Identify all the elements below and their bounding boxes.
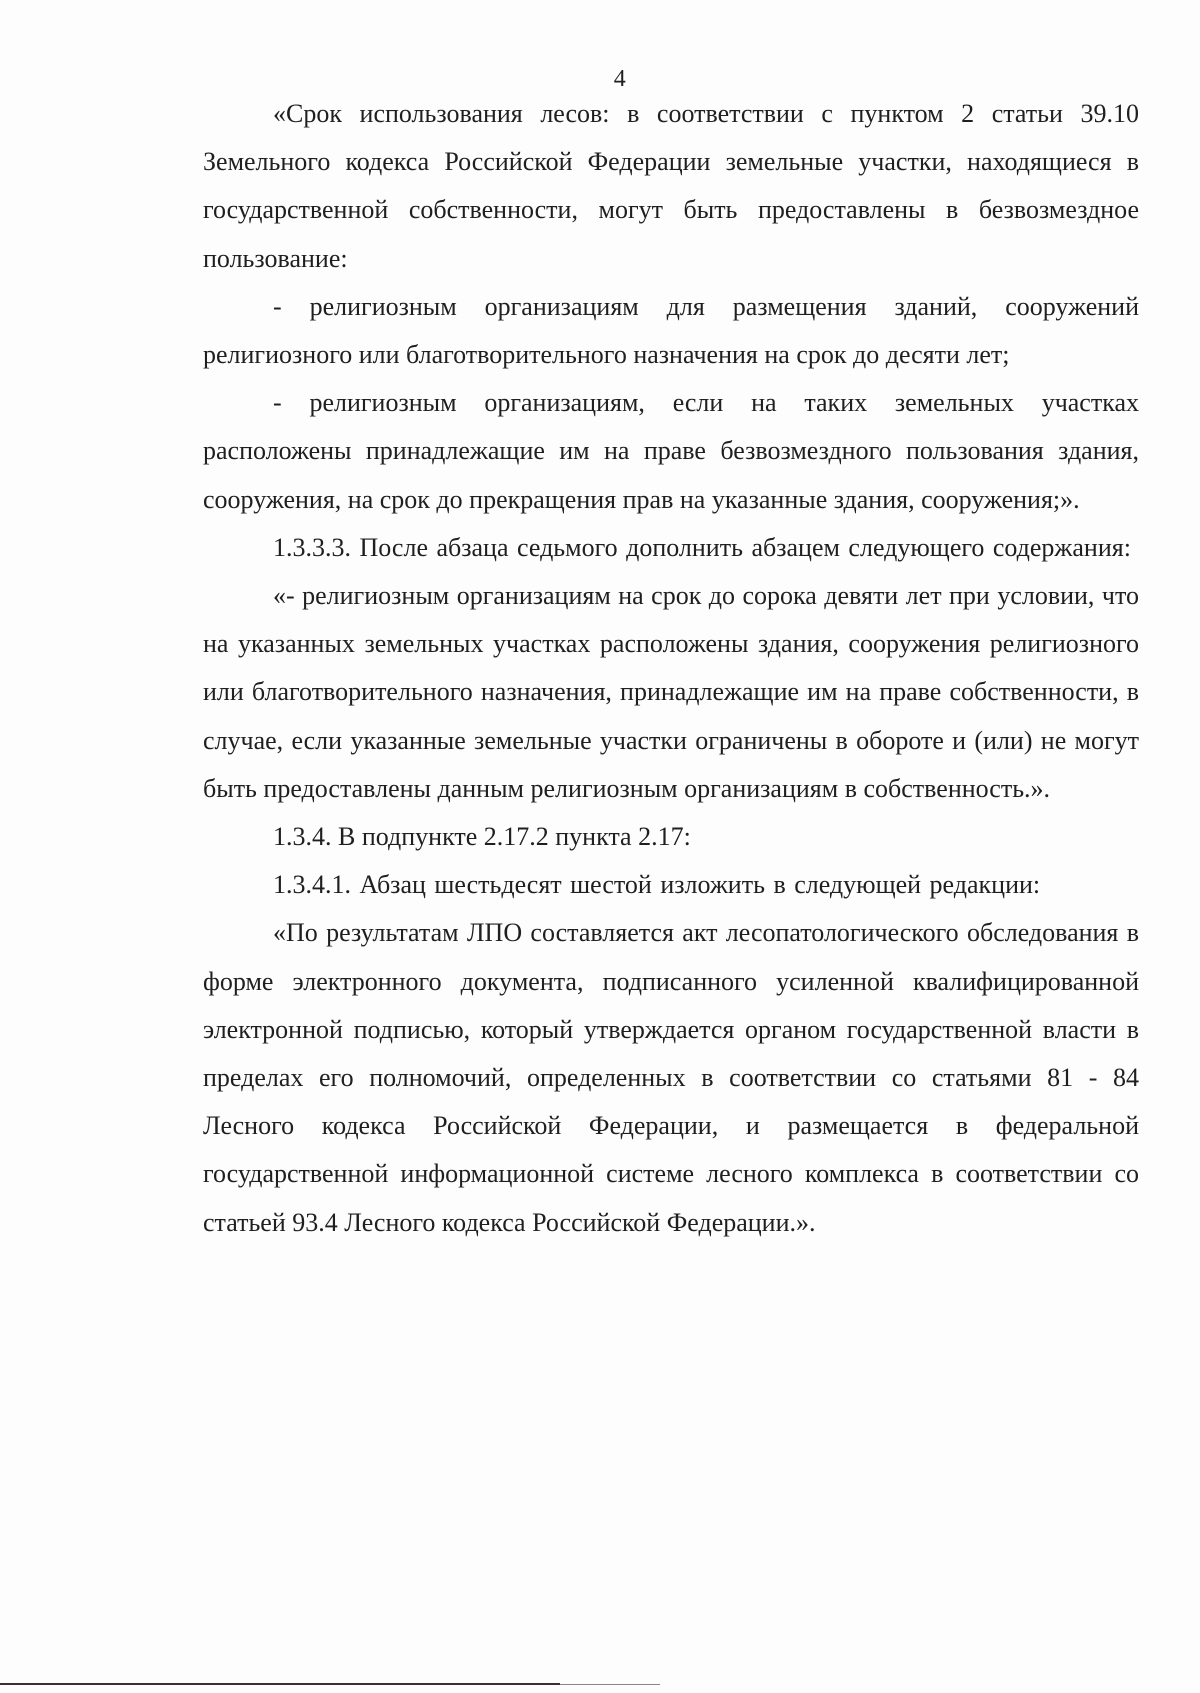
paragraph-religious-orgs-free-use: - религиозным организациям, если на таких земельных участках расположены принадлежащие им на праве безвозмездного пользования здания, сооружения, на срок до прекращения прав на указанные здания, сооружения;».	[203, 388, 1139, 514]
paragraph-forest-use-term: «Срок использования лесов: в соответствии с пунктом 2 статьи 39.10 Земельного кодекса Российской Федерации земельные участки, находящиеся в государственной собственности, могут быть предоставлены в безвозмездное пользование:	[203, 99, 1139, 273]
paragraph-lpo-results: «По результатам ЛПО составляется акт лесопатологического обследования в форме электронного документа, подписанного усиленной квалифицированной электронной подписью, который утверждается органом государственной власти в пределах его полномочий, определенных в соответствии со статьями 81 - 84 Лесного кодекса Российской Федерации, и размещается в федеральной государственной информационной системе лесного комплекса в соответствии со статьей 93.4 Лесного кодекса Российской Федерации.».	[203, 918, 1139, 1237]
paragraph-religious-orgs-forty-nine-years: «- религиозным организациям на срок до сорока девяти лет при условии, что на указанных земельных участках расположены здания, сооружения религиозного или благотворительного назначения, принадлежащие им на праве собственности, в случае, если указанные земельные участки ограничены в обороте и (или) не могут быть предоставлены данным религиозным организациям в собственность.».	[203, 581, 1139, 803]
page-number: 4	[613, 66, 627, 92]
document-body	[203, 90, 1139, 1247]
bottom-scan-edge-line	[0, 1683, 560, 1685]
paragraph-item-1-3-3-3: 1.3.3.3. После абзаца седьмого дополнить абзацем следующего содержания:	[273, 532, 1131, 562]
paragraph-religious-orgs-ten-years: - религиозным организациям для размещения зданий, сооружений религиозного или благотворительного назначения на срок до десяти лет;	[203, 291, 1139, 370]
paragraph-item-1-3-4-1: 1.3.4.1. Абзац шестьдесят шестой изложить в следующей редакции:	[273, 870, 1041, 900]
bottom-scan-edge-line-faint	[560, 1684, 660, 1685]
paragraph-item-1-3-4: 1.3.4. В подпункте 2.17.2 пункта 2.17:	[273, 822, 691, 852]
